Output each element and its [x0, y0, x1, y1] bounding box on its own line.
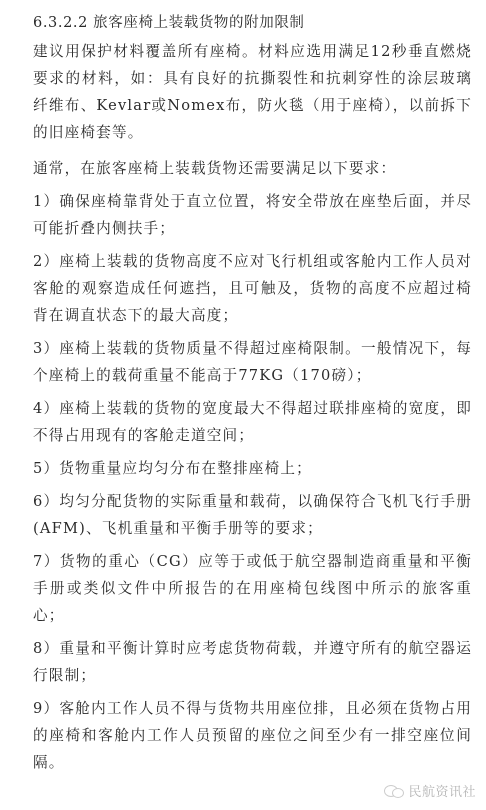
- intro-paragraph: 建议用保护材料覆盖所有座椅。材料应选用满足12秒垂直燃烧要求的材料，如：具有良好的抗撕裂性和抗刺穿性的涂层玻璃纤维布、Kevlar或Nomex布，防火毯（用于座椅），以前拆下的旧座椅套等。: [33, 43, 472, 141]
- requirement-item: 4）座椅上装载的货物的宽度最大不得超过联排座椅的宽度，即不得占用现有的客舱走道空间；: [33, 400, 472, 444]
- requirement-item: 1）确保座椅靠背处于直立位置，将安全带放在座垫后面，并尽可能折叠内侧扶手；: [33, 193, 472, 237]
- requirement-item: 8）重量和平衡计算时应考虑货物荷载，并遵守所有的航空器运行限制；: [33, 640, 472, 684]
- requirement-item: 6）均匀分配货物的实际重量和载荷，以确保符合飞机飞行手册(AFM)、飞机重量和平衡手册等的要求；: [33, 493, 472, 537]
- section-heading: 6.3.2.2 旅客座椅上装载货物的附加限制: [33, 15, 305, 31]
- requirement-item: 3）座椅上装载的货物质量不得超过座椅限制。一般情况下，每个座椅上的载荷重量不能高于77KG（170磅）；: [33, 340, 472, 384]
- requirement-item: 9）客舱内工作人员不得与货物共用座位排，且必须在货物占用的座椅和客舱内工作人员预留的座位之间至少有一排空座位间隔。: [33, 700, 472, 771]
- requirement-item: 5）货物重量应均匀分布在整排座椅上；: [33, 460, 312, 477]
- lead-in-paragraph: 通常，在旅客座椅上装载货物还需要满足以下要求：: [33, 160, 397, 177]
- watermark: [384, 781, 476, 800]
- requirement-item: 2）座椅上装载的货物高度不应对飞行机组或客舱内工作人员对客舱的观察造成任何遮挡，且可触及，货物的高度不应超过椅背在调直状态下的最大高度；: [33, 253, 472, 324]
- wechat-icon: [384, 784, 404, 798]
- requirement-item: 7）货物的重心（CG）应等于或低于航空器制造商重量和平衡手册或类似文件中所报告的在用座椅包线图中所示的旅客重心；: [33, 553, 472, 624]
- watermark-text: 民航资讯社: [408, 785, 476, 800]
